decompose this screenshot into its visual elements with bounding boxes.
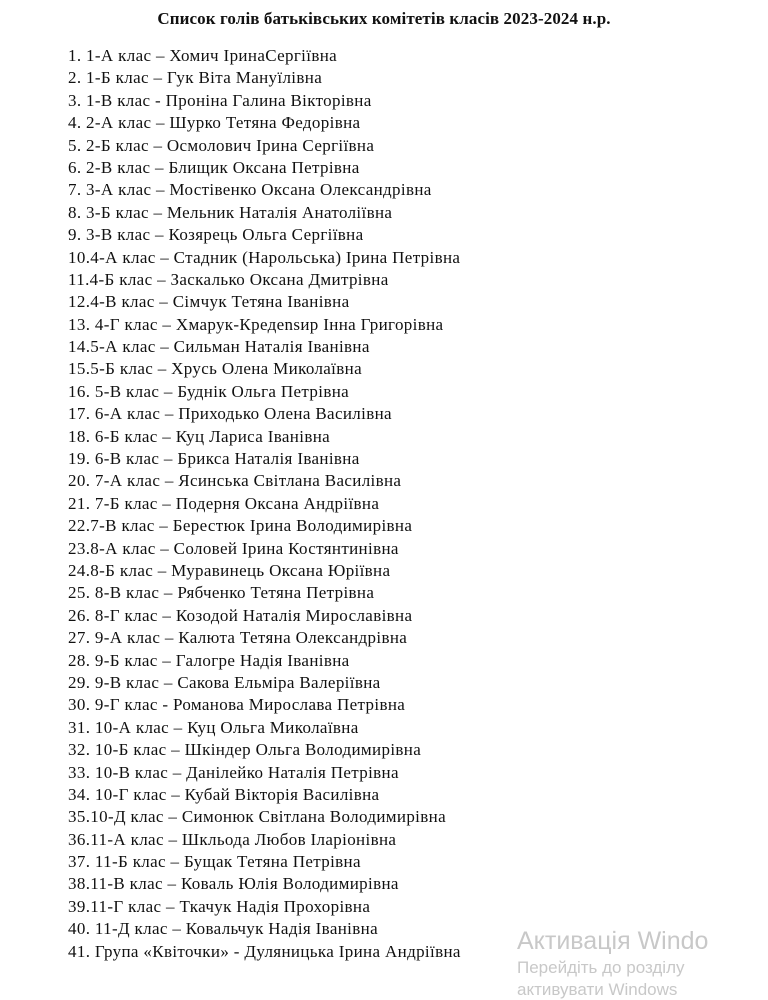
windows-activation-watermark	[517, 926, 708, 1000]
document-title: Список голів батьківських комітетів класів 2023-2024 н.р.	[157, 9, 611, 28]
list-item: 30. 9-Г клас - Романова Мирослава Петрівна	[68, 695, 406, 715]
list-item: 10.4-А клас – Стадник (Нарольська) Ірина Петрівна	[68, 247, 461, 267]
committee-list	[68, 45, 461, 963]
watermark-text-partial: активувати Windows	[517, 980, 678, 999]
list-item: 8. 3-Б клас – Мельник Наталія Анатоліївна	[68, 202, 393, 222]
list-item: 38.11-В клас – Коваль Юлія Володимирівна	[68, 874, 399, 894]
list-item: 12.4-В клас – Сімчук Тетяна Іванівна	[68, 292, 350, 312]
list-item: 15.5-Б клас – Хрусь Олена Миколаївна	[68, 359, 362, 379]
list-item: 9. 3-В клас – Козярець Ольга Сергіївна	[68, 225, 364, 245]
list-item: 16. 5-В клас – Буднік Ольга Петрівна	[68, 381, 350, 401]
list-item: 3. 1-В клас - Проніна Галина Вікторівна	[68, 90, 372, 110]
list-item: 7. 3-А клас – Мостівенко Оксана Олександрівна	[68, 180, 432, 200]
list-item: 5. 2-Б клас – Осмолович Ірина Сергіївна	[68, 135, 375, 155]
list-item: 34. 10-Г клас – Кубай Вікторія Василівна	[68, 784, 380, 804]
list-item: 36.11-А клас – Шкльода Любов Іларіонівна	[68, 829, 397, 849]
list-item: 6. 2-В клас – Блищик Оксана Петрівна	[68, 157, 360, 177]
list-item: 21. 7-Б клас – Подерня Оксана Андріївна	[68, 493, 380, 513]
list-item: 13. 4-Г клас – Хмарук-Кредensир Інна Григорівна	[68, 314, 444, 334]
watermark-text: Перейдіть до розділу	[517, 958, 685, 977]
list-item: 29. 9-В клас – Сакова Ельміра Валеріївна	[68, 672, 381, 692]
list-item: 40. 11-Д клас – Ковальчук Надія Іванівна	[68, 919, 378, 939]
list-item: 19. 6-В клас – Брикса Наталія Іванівна	[68, 449, 360, 469]
list-item: 11.4-Б клас – Заскалько Оксана Дмитрівна	[68, 269, 389, 289]
list-item: 28. 9-Б клас – Галогре Надія Іванівна	[68, 650, 350, 670]
list-item: 35.10-Д клас – Симонюк Світлана Володимирівна	[68, 807, 446, 827]
list-item: 39.11-Г клас – Ткачук Надія Прохорівна	[68, 896, 371, 916]
watermark-heading: Активація Windo	[517, 927, 709, 955]
list-item: 25. 8-В клас – Рябченко Тетяна Петрівна	[68, 583, 375, 603]
list-item: 27. 9-А клас – Калюта Тетяна Олександрівна	[68, 628, 408, 648]
list-item: 2. 1-Б клас – Гук Віта Мануїлівна	[68, 68, 323, 88]
list-item: 31. 10-А клас – Куц Ольга Миколаївна	[68, 717, 359, 737]
list-item: 4. 2-А клас – Шурко Тетяна Федорівна	[68, 113, 361, 133]
list-item: 26. 8-Г клас – Козодой Наталія Мирославівна	[68, 605, 413, 625]
list-item: 17. 6-А клас – Приходько Олена Василівна	[68, 404, 392, 424]
list-item: 37. 11-Б клас – Бущак Тетяна Петрівна	[68, 852, 361, 872]
list-item: 41. Група «Квіточки» - Дуляницька Ірина Андріївна	[68, 941, 461, 961]
list-item: 1. 1-А клас – Хомич ІринаСергіївна	[68, 46, 338, 65]
list-item: 23.8-А клас – Соловей Ірина Костянтинівна	[68, 538, 399, 558]
list-item: 14.5-А клас – Сильман Наталія Іванівна	[68, 337, 370, 357]
list-item: 22.7-В клас – Берестюк Ірина Володимирівна	[68, 516, 413, 536]
list-item: 18. 6-Б клас – Куц Лариса Іванівна	[68, 426, 331, 446]
list-item: 33. 10-В клас – Данілейко Наталія Петрівна	[68, 762, 399, 782]
list-item: 32. 10-Б клас – Шкіндер Ольга Володимирівна	[68, 740, 422, 760]
list-item: 20. 7-А клас – Ясинська Світлана Василівна	[68, 471, 402, 491]
list-item: 24.8-Б клас – Муравинець Оксана Юріївна	[68, 560, 391, 580]
